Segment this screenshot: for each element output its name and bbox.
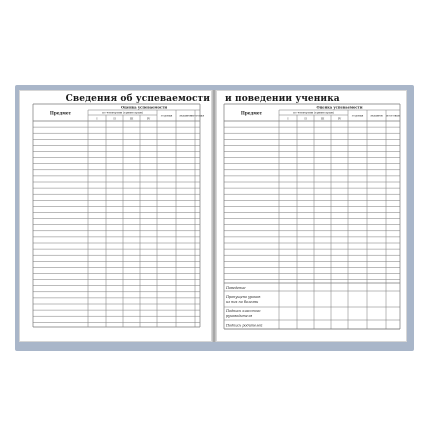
period-header: по четвертям (триместрам) <box>293 110 334 115</box>
subject-header: Предмет <box>49 110 72 116</box>
period-label-1: I <box>287 116 289 121</box>
period-label-4: IV <box>337 116 342 121</box>
period-label-2: II <box>304 116 307 121</box>
grades-header: Оценка успеваемости <box>316 105 363 110</box>
footer-parent-sig: Подпись родителей <box>226 323 263 328</box>
final-header: итоговая <box>190 113 205 118</box>
page-title-left: Сведения об успеваемости <box>65 94 210 104</box>
subject-header: Предмет <box>240 110 263 116</box>
footer-teacher-sig-1: Подпись классного <box>226 309 261 313</box>
period-header: по четвертям (триместрам) <box>102 110 143 115</box>
annual-header: годовая <box>351 113 364 118</box>
footer-absences-1: Пропущено уроков <box>226 295 261 299</box>
page-title-right: и поведении ученика <box>225 94 340 104</box>
exam-header: экзамен <box>370 113 383 118</box>
footer-absences-2: из них по болезни <box>226 300 259 304</box>
period-label-2: II <box>113 116 116 121</box>
exam-header: экзамен <box>179 113 192 118</box>
footer-conduct: Поведение <box>226 286 246 290</box>
annual-header: годовая <box>160 113 173 118</box>
final-header: итоговая <box>386 113 400 118</box>
period-label-3: III <box>320 116 325 121</box>
footer-teacher-sig-2: руководителя <box>226 314 253 318</box>
period-label-3: III <box>129 116 134 121</box>
grades-header: Оценка успеваемости <box>121 105 167 110</box>
period-label-1: I <box>96 116 98 121</box>
period-label-4: IV <box>146 116 151 121</box>
